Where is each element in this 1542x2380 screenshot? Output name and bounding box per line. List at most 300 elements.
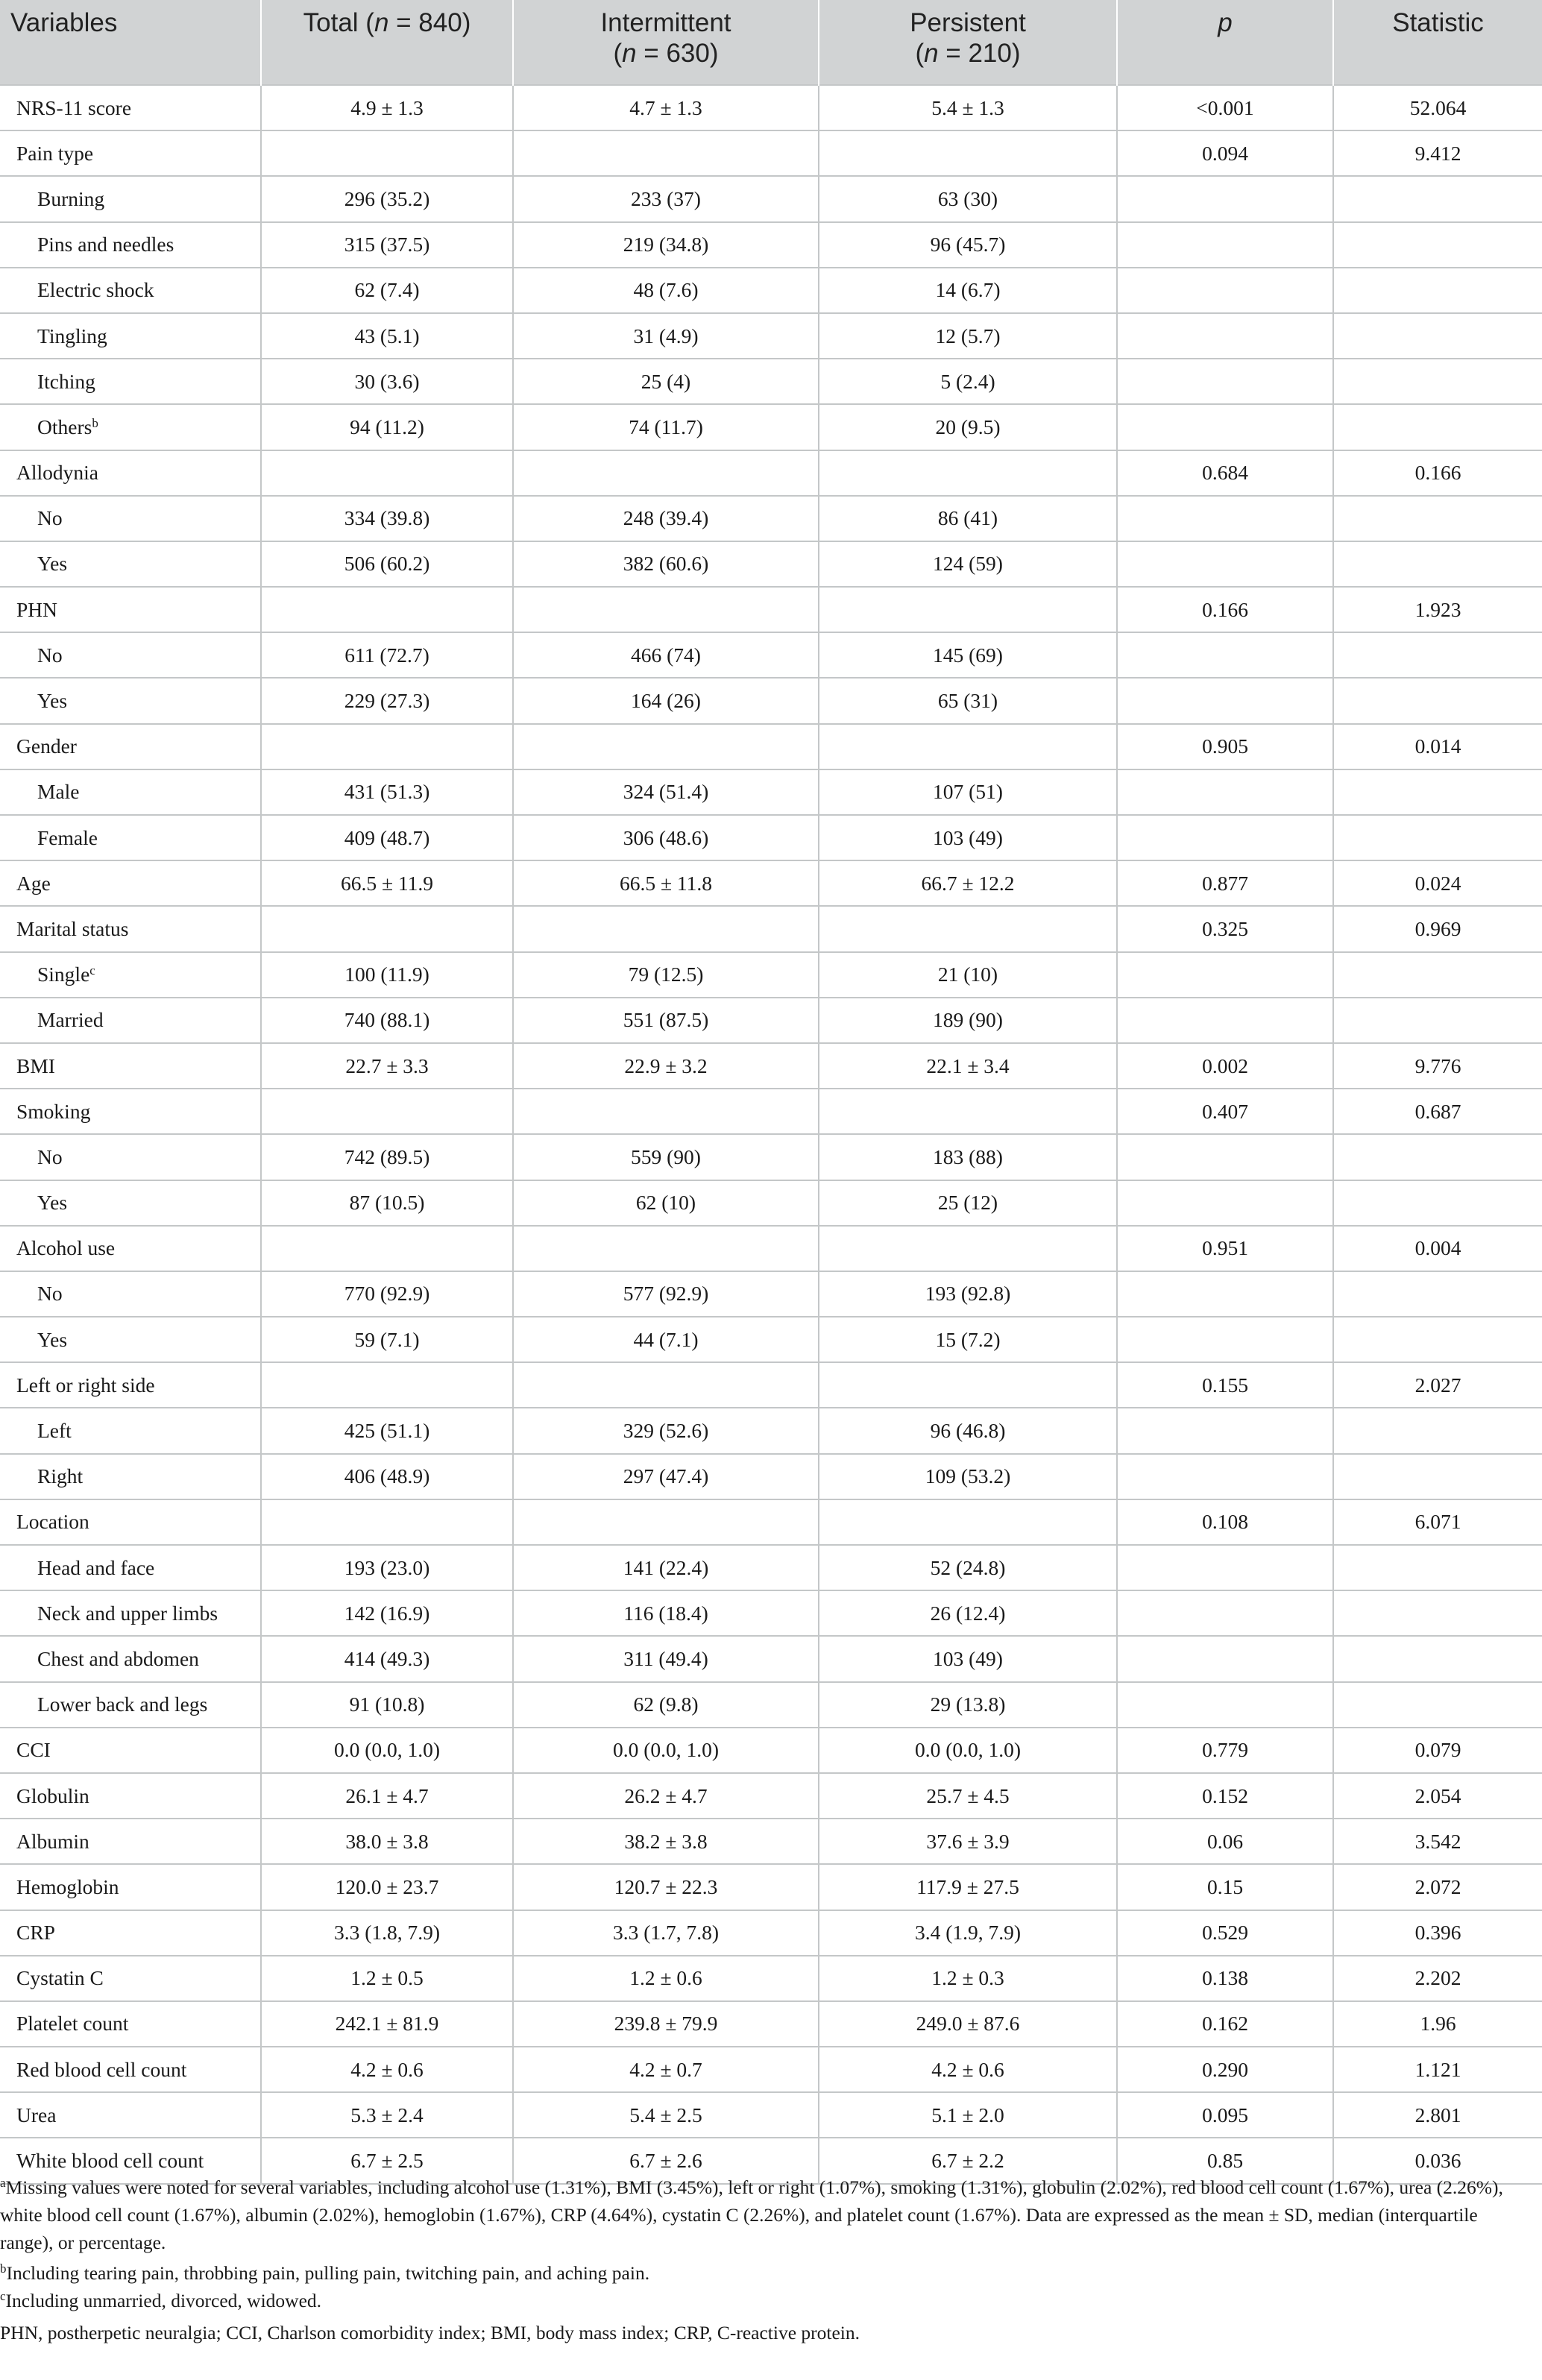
header-statistic: Statistic	[1333, 0, 1542, 85]
cell-total: 406 (48.9)	[261, 1454, 513, 1499]
cell-p-value	[1117, 815, 1333, 860]
cell-statistic: 0.004	[1333, 1226, 1542, 1271]
cell-statistic	[1333, 359, 1542, 404]
cell-intermittent: 44 (7.1)	[513, 1317, 819, 1362]
cell-total: 229 (27.3)	[261, 678, 513, 723]
cell-intermittent: 38.2 ± 3.8	[513, 1819, 819, 1864]
table-row	[0, 1864, 1542, 1910]
cell-intermittent: 329 (52.6)	[513, 1408, 819, 1453]
table-row	[0, 1089, 1542, 1134]
row-label: Globulin	[0, 1773, 261, 1819]
cell-statistic	[1333, 541, 1542, 587]
row-label: Albumin	[0, 1819, 261, 1864]
cell-total: 315 (37.5)	[261, 222, 513, 268]
row-label: Yes	[0, 541, 261, 587]
cell-intermittent: 22.9 ± 3.2	[513, 1043, 819, 1089]
cell-persistent: 1.2 ± 0.3	[819, 1956, 1117, 2001]
cell-p-value: 0.877	[1117, 860, 1333, 906]
cell-intermittent: 3.3 (1.7, 7.8)	[513, 1910, 819, 1956]
cell-p-value	[1117, 1545, 1333, 1590]
cell-statistic: 1.121	[1333, 2047, 1542, 2092]
cell-total	[261, 130, 513, 176]
cell-total: 30 (3.6)	[261, 359, 513, 404]
cell-statistic	[1333, 313, 1542, 359]
row-label: CRP	[0, 1910, 261, 1956]
cell-total: 611 (72.7)	[261, 632, 513, 678]
cell-total: 414 (49.3)	[261, 1636, 513, 1681]
row-label: Location	[0, 1499, 261, 1545]
cell-intermittent: 306 (48.6)	[513, 815, 819, 860]
table-row	[0, 450, 1542, 496]
cell-total: 94 (11.2)	[261, 404, 513, 450]
table-row	[0, 1134, 1542, 1180]
row-label: Neck and upper limbs	[0, 1590, 261, 1636]
row-label: Hemoglobin	[0, 1864, 261, 1910]
cell-total: 120.0 ± 23.7	[261, 1864, 513, 1910]
cell-total: 431 (51.3)	[261, 769, 513, 815]
cell-intermittent: 6.7 ± 2.6	[513, 2138, 819, 2183]
cell-persistent: 3.4 (1.9, 7.9)	[819, 1910, 1117, 1956]
cell-persistent: 0.0 (0.0, 1.0)	[819, 1728, 1117, 1773]
cell-intermittent: 311 (49.4)	[513, 1636, 819, 1681]
cell-p-value: <0.001	[1117, 85, 1333, 130]
cell-intermittent: 382 (60.6)	[513, 541, 819, 587]
row-label: PHN	[0, 587, 261, 632]
table-row	[0, 359, 1542, 404]
cell-total	[261, 1089, 513, 1134]
cell-persistent: 189 (90)	[819, 998, 1117, 1043]
cell-intermittent: 116 (18.4)	[513, 1590, 819, 1636]
cell-total: 87 (10.5)	[261, 1180, 513, 1226]
cell-statistic: 3.542	[1333, 1819, 1542, 1864]
cell-persistent: 5 (2.4)	[819, 359, 1117, 404]
cell-p-value	[1117, 1317, 1333, 1362]
cell-intermittent	[513, 450, 819, 496]
cell-total: 100 (11.9)	[261, 952, 513, 998]
cell-intermittent: 466 (74)	[513, 632, 819, 678]
cell-persistent: 22.1 ± 3.4	[819, 1043, 1117, 1089]
cell-p-value: 0.002	[1117, 1043, 1333, 1089]
table-row	[0, 222, 1542, 268]
cell-persistent	[819, 130, 1117, 176]
row-label: Itching	[0, 359, 261, 404]
cell-p-value: 0.162	[1117, 2001, 1333, 2047]
cell-intermittent: 233 (37)	[513, 176, 819, 221]
row-label: Age	[0, 860, 261, 906]
row-label: Married	[0, 998, 261, 1043]
cell-persistent	[819, 906, 1117, 951]
table-row	[0, 1317, 1542, 1362]
cell-statistic: 1.96	[1333, 2001, 1542, 2047]
cell-intermittent: 79 (12.5)	[513, 952, 819, 998]
cell-persistent: 29 (13.8)	[819, 1682, 1117, 1728]
cell-total	[261, 1499, 513, 1545]
cell-p-value	[1117, 1454, 1333, 1499]
cell-statistic	[1333, 632, 1542, 678]
cell-persistent: 37.6 ± 3.9	[819, 1819, 1117, 1864]
cell-intermittent: 120.7 ± 22.3	[513, 1864, 819, 1910]
row-label: Allodynia	[0, 450, 261, 496]
row-label: No	[0, 632, 261, 678]
table-row	[0, 1408, 1542, 1453]
table-row	[0, 496, 1542, 541]
cell-persistent	[819, 587, 1117, 632]
row-label: Urea	[0, 2092, 261, 2138]
cell-statistic: 0.079	[1333, 1728, 1542, 1773]
cell-intermittent: 559 (90)	[513, 1134, 819, 1180]
cell-total: 142 (16.9)	[261, 1590, 513, 1636]
cell-total: 62 (7.4)	[261, 268, 513, 313]
cell-statistic: 2.801	[1333, 2092, 1542, 2138]
cell-p-value	[1117, 222, 1333, 268]
cell-total: 4.9 ± 1.3	[261, 85, 513, 130]
table-row	[0, 1180, 1542, 1226]
cell-p-value	[1117, 313, 1333, 359]
cell-persistent: 25.7 ± 4.5	[819, 1773, 1117, 1819]
cell-total: 1.2 ± 0.5	[261, 1956, 513, 2001]
row-label: Smoking	[0, 1089, 261, 1134]
cell-p-value	[1117, 496, 1333, 541]
cell-p-value	[1117, 541, 1333, 587]
cell-p-value	[1117, 1271, 1333, 1317]
table-row	[0, 1271, 1542, 1317]
cell-statistic	[1333, 222, 1542, 268]
cell-intermittent	[513, 587, 819, 632]
cell-intermittent: 4.2 ± 0.7	[513, 2047, 819, 2092]
row-label: Right	[0, 1454, 261, 1499]
cell-intermittent	[513, 906, 819, 951]
cell-statistic: 9.776	[1333, 1043, 1542, 1089]
cell-p-value	[1117, 1180, 1333, 1226]
cell-persistent: 12 (5.7)	[819, 313, 1117, 359]
cell-persistent: 5.4 ± 1.3	[819, 85, 1117, 130]
row-label: Pain type	[0, 130, 261, 176]
cell-total: 5.3 ± 2.4	[261, 2092, 513, 2138]
cell-statistic	[1333, 1134, 1542, 1180]
cell-total: 0.0 (0.0, 1.0)	[261, 1728, 513, 1773]
cell-persistent	[819, 1226, 1117, 1271]
cell-intermittent: 324 (51.4)	[513, 769, 819, 815]
cell-intermittent	[513, 1499, 819, 1545]
cell-total	[261, 1226, 513, 1271]
cell-persistent: 249.0 ± 87.6	[819, 2001, 1117, 2047]
footnote-a: $^a$Missing values were noted for several variables, including alcohol use (1.31%), BMI (3.45%), left or right (1.07%), smoking (1.31%), globulin (2.02%), red blood cell count (1.67%), urea (2.26%), white blood cell count (1.67%), albumin (2.02%), hemoglobin (1.67%), CRP (4.64%), cystatin C (2.26%), and platelet count (1.67%). Data are expressed as the mean ± SD, median (interquartile range), or percentage.	[0, 2176, 1503, 2253]
cell-persistent: 107 (51)	[819, 769, 1117, 815]
cell-total: 22.7 ± 3.3	[261, 1043, 513, 1089]
cell-persistent: 26 (12.4)	[819, 1590, 1117, 1636]
cell-p-value: 0.06	[1117, 1819, 1333, 1864]
table-row	[0, 1956, 1542, 2001]
cell-persistent: 124 (59)	[819, 541, 1117, 587]
cell-persistent: 5.1 ± 2.0	[819, 2092, 1117, 2138]
table-row	[0, 130, 1542, 176]
table-row	[0, 1499, 1542, 1545]
cell-p-value: 0.905	[1117, 724, 1333, 769]
cell-statistic: 0.969	[1333, 906, 1542, 951]
table-row	[0, 2092, 1542, 2138]
footnote-b: $^b$Including tearing pain, throbbing pain, pulling pain, twitching pain, and aching pain.	[0, 2261, 650, 2284]
header-p-value: p	[1117, 0, 1333, 85]
table-row	[0, 1454, 1542, 1499]
table-row	[0, 1636, 1542, 1681]
cell-total: 26.1 ± 4.7	[261, 1773, 513, 1819]
row-label: Single$^c$	[0, 952, 261, 998]
footnote-marker: b	[92, 415, 98, 430]
cell-total	[261, 724, 513, 769]
cell-statistic	[1333, 1408, 1542, 1453]
cell-persistent	[819, 1499, 1117, 1545]
cell-intermittent: 239.8 ± 79.9	[513, 2001, 819, 2047]
cell-total: 506 (60.2)	[261, 541, 513, 587]
cell-persistent: 103 (49)	[819, 1636, 1117, 1681]
cell-intermittent: 74 (11.7)	[513, 404, 819, 450]
header-intermittent: Intermittent (n = 630)	[513, 0, 819, 85]
cell-p-value: 0.094	[1117, 130, 1333, 176]
cell-intermittent: 66.5 ± 11.8	[513, 860, 819, 906]
cell-intermittent: 48 (7.6)	[513, 268, 819, 313]
cell-p-value	[1117, 678, 1333, 723]
table-row	[0, 404, 1542, 450]
row-label: Alcohol use	[0, 1226, 261, 1271]
cell-p-value: 0.290	[1117, 2047, 1333, 2092]
cell-statistic	[1333, 404, 1542, 450]
cell-persistent: 25 (12)	[819, 1180, 1117, 1226]
row-label: White blood cell count	[0, 2138, 261, 2183]
table-row	[0, 1043, 1542, 1089]
cell-statistic	[1333, 176, 1542, 221]
cell-statistic	[1333, 998, 1542, 1043]
cell-intermittent	[513, 1089, 819, 1134]
header-variables: Variables	[0, 0, 261, 85]
cell-persistent: 15 (7.2)	[819, 1317, 1117, 1362]
table-row	[0, 815, 1542, 860]
table-row	[0, 1728, 1542, 1773]
cell-total: 296 (35.2)	[261, 176, 513, 221]
cell-statistic	[1333, 1682, 1542, 1728]
cell-total: 242.1 ± 81.9	[261, 2001, 513, 2047]
cell-statistic: 0.014	[1333, 724, 1542, 769]
row-label: Lower back and legs	[0, 1682, 261, 1728]
row-label: Yes	[0, 1180, 261, 1226]
cell-statistic	[1333, 1545, 1542, 1590]
cell-statistic: 0.036	[1333, 2138, 1542, 2183]
cell-persistent: 66.7 ± 12.2	[819, 860, 1117, 906]
cell-intermittent	[513, 724, 819, 769]
row-label: Yes	[0, 678, 261, 723]
table-body	[0, 85, 1542, 2184]
table-row	[0, 268, 1542, 313]
row-label: Tingling	[0, 313, 261, 359]
cell-intermittent	[513, 1362, 819, 1408]
cell-statistic	[1333, 1636, 1542, 1681]
header-persistent: Persistent (n = 210)	[819, 0, 1117, 85]
cell-total: 740 (88.1)	[261, 998, 513, 1043]
table-row	[0, 541, 1542, 587]
cell-intermittent: 551 (87.5)	[513, 998, 819, 1043]
cell-p-value	[1117, 359, 1333, 404]
cell-total: 334 (39.8)	[261, 496, 513, 541]
cell-p-value	[1117, 268, 1333, 313]
cell-statistic	[1333, 496, 1542, 541]
cell-total: 742 (89.5)	[261, 1134, 513, 1180]
cell-persistent: 103 (49)	[819, 815, 1117, 860]
cell-p-value: 0.325	[1117, 906, 1333, 951]
row-label: Gender	[0, 724, 261, 769]
cell-total: 38.0 ± 3.8	[261, 1819, 513, 1864]
row-label: Marital status	[0, 906, 261, 951]
cell-persistent: 96 (46.8)	[819, 1408, 1117, 1453]
cell-intermittent: 62 (10)	[513, 1180, 819, 1226]
row-label: Others$^b$	[0, 404, 261, 450]
cell-persistent: 21 (10)	[819, 952, 1117, 998]
table-row	[0, 1910, 1542, 1956]
cell-intermittent: 1.2 ± 0.6	[513, 1956, 819, 2001]
row-label: No	[0, 1271, 261, 1317]
cell-persistent: 117.9 ± 27.5	[819, 1864, 1117, 1910]
cell-p-value	[1117, 176, 1333, 221]
cell-persistent	[819, 1362, 1117, 1408]
cell-total	[261, 450, 513, 496]
cell-persistent: 193 (92.8)	[819, 1271, 1117, 1317]
row-label: Electric shock	[0, 268, 261, 313]
row-label: Pins and needles	[0, 222, 261, 268]
cell-statistic: 1.923	[1333, 587, 1542, 632]
cell-persistent: 14 (6.7)	[819, 268, 1117, 313]
cell-total: 59 (7.1)	[261, 1317, 513, 1362]
row-label: Burning	[0, 176, 261, 221]
row-label: Left	[0, 1408, 261, 1453]
row-label: Cystatin C	[0, 1956, 261, 2001]
table-row	[0, 1590, 1542, 1636]
cell-statistic: 0.166	[1333, 450, 1542, 496]
cell-total: 193 (23.0)	[261, 1545, 513, 1590]
cell-p-value: 0.155	[1117, 1362, 1333, 1408]
cell-statistic	[1333, 1317, 1542, 1362]
cell-total: 66.5 ± 11.9	[261, 860, 513, 906]
cell-persistent: 52 (24.8)	[819, 1545, 1117, 1590]
row-label: Male	[0, 769, 261, 815]
cell-statistic: 0.024	[1333, 860, 1542, 906]
cell-p-value: 0.779	[1117, 1728, 1333, 1773]
cell-persistent: 183 (88)	[819, 1134, 1117, 1180]
cell-intermittent: 248 (39.4)	[513, 496, 819, 541]
table-row	[0, 906, 1542, 951]
cell-statistic	[1333, 815, 1542, 860]
table-row	[0, 1682, 1542, 1728]
cell-intermittent	[513, 1226, 819, 1271]
cell-p-value	[1117, 404, 1333, 450]
cell-total	[261, 1362, 513, 1408]
cell-p-value	[1117, 632, 1333, 678]
cell-statistic: 2.072	[1333, 1864, 1542, 1910]
cell-p-value: 0.407	[1117, 1089, 1333, 1134]
table-header	[0, 0, 1542, 85]
cell-p-value	[1117, 1134, 1333, 1180]
row-label: BMI	[0, 1043, 261, 1089]
cell-intermittent: 26.2 ± 4.7	[513, 1773, 819, 1819]
cell-p-value	[1117, 1408, 1333, 1453]
cell-p-value: 0.684	[1117, 450, 1333, 496]
row-label: No	[0, 496, 261, 541]
cell-p-value: 0.529	[1117, 1910, 1333, 1956]
table-row	[0, 1773, 1542, 1819]
cell-statistic: 2.202	[1333, 1956, 1542, 2001]
footnote-c: $^c$Including unmarried, divorced, widowed.	[0, 2289, 322, 2311]
cell-persistent: 96 (45.7)	[819, 222, 1117, 268]
cell-p-value: 0.166	[1117, 587, 1333, 632]
cell-persistent	[819, 1089, 1117, 1134]
table-row	[0, 952, 1542, 998]
table-row	[0, 313, 1542, 359]
cell-intermittent: 219 (34.8)	[513, 222, 819, 268]
cell-statistic	[1333, 952, 1542, 998]
table-row	[0, 724, 1542, 769]
cell-total: 3.3 (1.8, 7.9)	[261, 1910, 513, 1956]
cell-intermittent: 4.7 ± 1.3	[513, 85, 819, 130]
cell-intermittent: 141 (22.4)	[513, 1545, 819, 1590]
table-row	[0, 176, 1542, 221]
cell-persistent: 145 (69)	[819, 632, 1117, 678]
cell-intermittent	[513, 130, 819, 176]
cell-total: 6.7 ± 2.5	[261, 2138, 513, 2183]
cell-p-value: 0.108	[1117, 1499, 1333, 1545]
cell-p-value	[1117, 998, 1333, 1043]
row-label: Head and face	[0, 1545, 261, 1590]
cell-p-value: 0.152	[1117, 1773, 1333, 1819]
cell-total	[261, 587, 513, 632]
footnote-abbreviations: PHN, postherpetic neuralgia; CCI, Charlson comorbidity index; BMI, body mass index; CRP, C-reactive protein.	[0, 2322, 860, 2343]
cell-intermittent: 62 (9.8)	[513, 1682, 819, 1728]
table-row	[0, 632, 1542, 678]
cell-total: 43 (5.1)	[261, 313, 513, 359]
cell-p-value: 0.951	[1117, 1226, 1333, 1271]
row-label: NRS-11 score	[0, 85, 261, 130]
row-label: Platelet count	[0, 2001, 261, 2047]
header-total: Total (n = 840)	[261, 0, 513, 85]
cell-p-value: 0.85	[1117, 2138, 1333, 2183]
row-label: Yes	[0, 1317, 261, 1362]
cell-intermittent: 577 (92.9)	[513, 1271, 819, 1317]
cell-intermittent: 297 (47.4)	[513, 1454, 819, 1499]
cell-p-value: 0.15	[1117, 1864, 1333, 1910]
cell-statistic: 6.071	[1333, 1499, 1542, 1545]
table-row	[0, 678, 1542, 723]
cell-p-value	[1117, 952, 1333, 998]
cell-total: 91 (10.8)	[261, 1682, 513, 1728]
cell-total: 4.2 ± 0.6	[261, 2047, 513, 2092]
cell-p-value	[1117, 1636, 1333, 1681]
row-label: Chest and abdomen	[0, 1636, 261, 1681]
cell-persistent: 86 (41)	[819, 496, 1117, 541]
cell-intermittent: 0.0 (0.0, 1.0)	[513, 1728, 819, 1773]
cell-statistic	[1333, 1271, 1542, 1317]
table-row	[0, 1545, 1542, 1590]
cell-statistic	[1333, 1180, 1542, 1226]
table-row	[0, 587, 1542, 632]
footnote-marker: c	[89, 963, 95, 978]
row-label: Left or right side	[0, 1362, 261, 1408]
header-row	[0, 0, 1542, 85]
cell-intermittent: 5.4 ± 2.5	[513, 2092, 819, 2138]
cell-persistent: 20 (9.5)	[819, 404, 1117, 450]
cell-statistic	[1333, 268, 1542, 313]
cell-persistent	[819, 724, 1117, 769]
table-row	[0, 85, 1542, 130]
cell-statistic	[1333, 769, 1542, 815]
table-row	[0, 2001, 1542, 2047]
row-label: CCI	[0, 1728, 261, 1773]
cell-persistent: 4.2 ± 0.6	[819, 2047, 1117, 2092]
